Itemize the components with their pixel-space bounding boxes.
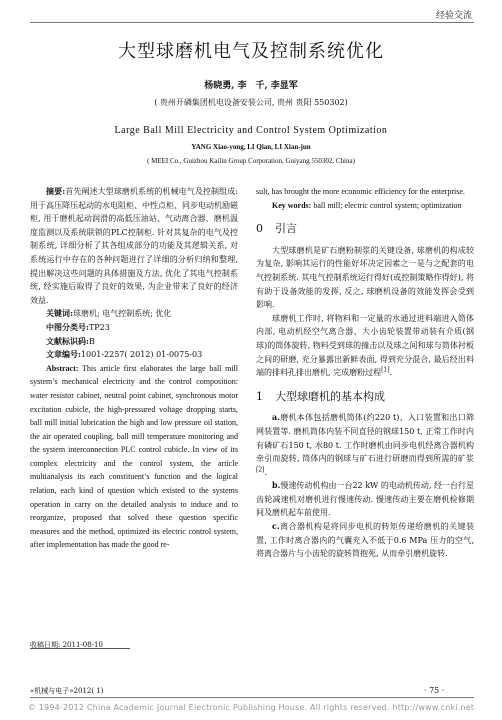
abstract-cn-label: 摘要:	[46, 186, 66, 196]
abstract-en	[30, 362, 238, 552]
footnote-rule	[30, 648, 130, 649]
section-1-number: 1	[256, 389, 263, 403]
section-1-item-a	[256, 411, 474, 479]
left-column	[30, 185, 238, 552]
section-0-paragraph-2	[256, 312, 474, 380]
affiliation: ( 贵州开磷集团机电设备安装公司, 贵州 贵阳 550302)	[154, 98, 348, 107]
citation-ref: [2]	[256, 466, 265, 474]
keywords-cn-text: 球磨机; 电气控制系统; 优化	[72, 309, 172, 319]
section-0-paragraph-2-end: .	[389, 368, 393, 378]
doc-code-text: B	[88, 336, 95, 346]
right-column	[256, 185, 474, 561]
abstract-en-continued: sult, has brought the more economic efficiency for the enterprise.	[256, 187, 465, 196]
page-number: · 75 ·	[424, 686, 445, 695]
article-number	[30, 348, 238, 362]
top-rule	[30, 22, 474, 23]
received-date: 收稿日期: 2011-08-10	[30, 641, 103, 649]
abstract-en-label: Abstract:	[46, 363, 79, 373]
section-1-heading	[256, 390, 474, 404]
section-0-paragraph-1: 大型球磨机是矿石磨粉制浆的关键设备, 球磨机的构成较为复杂, 影响其运行的性能好坏决定因素之一是与之配套的电气控制系统. 其电气控制系统运行得好(或控制策略作得好), 将有助于设备效能的发挥, 反之, 球磨机设备的效能发挥会受到影响.	[256, 245, 474, 310]
item-b-label: b.	[272, 480, 281, 491]
section-1-item-b	[256, 479, 474, 520]
item-b-text: 慢速传动机构由一台22 kW 的电动机传动, 经一台行星齿轮减速机对磨机进行慢速传动. 慢速传动主要在磨机检修期间及磨机起车前使用.	[256, 481, 474, 518]
english-title: Large Ball Mill Electricity and Control System Optimization	[114, 125, 388, 136]
journal-name: «机械与电子»2012( 1)	[30, 687, 104, 695]
keywords-en-label: Key words:	[272, 200, 312, 210]
doc-code	[30, 335, 238, 349]
english-affiliation: ( MEEI Co., Guizhou Kailin Group Corporation, Guiyang 550302, China)	[147, 157, 355, 165]
section-0-number: 0	[256, 222, 263, 236]
doc-code-label: 文献标识码:	[46, 335, 89, 346]
clc-text: TP23	[88, 322, 110, 332]
article-number-text: 1001-2257( 2012) 01-0075-03	[80, 350, 203, 360]
keywords-en	[256, 199, 474, 213]
citation-ref: [1]	[381, 366, 390, 374]
abstract-cn	[30, 185, 238, 307]
clc-label: 中图分类号:	[46, 321, 89, 332]
article-title: 大型球磨机电气及控制系统优化	[118, 41, 384, 62]
article-number-label: 文章编号:	[46, 349, 81, 360]
item-c-label: c.	[272, 521, 280, 532]
english-authors: YANG Xiao-yong, LI Qian, LI Xian-jun	[191, 143, 311, 151]
keywords-cn-label: 关键词:	[46, 308, 73, 319]
item-a-label: a.	[272, 412, 280, 423]
header-bar	[0, 0, 502, 19]
section-1-title: 大型球磨机的基本构成	[275, 389, 385, 403]
section-0-heading	[256, 222, 474, 236]
item-a-end: .	[264, 467, 268, 477]
clc	[30, 321, 238, 335]
abstract-cn-text: 首先阐述大型球磨机系统的机械电气及控制组成: 用于高压降压起动的水电阻柜、中性点柜、同步电动机励磁柜, 用于磨机起动润滑的高低压油站、气动离合器、磨机温度监测以及系统联锁的PLC控制柜. 针对其复杂的电气及控制系统, 详细分析了其各组成部分的功能及其逻辑关系, 对系统运行中存在的各种问题进行了详细的分析归纳和整理, 提出解决这些问题的具体措施及方法, 优化了其电气控制系统, 经实施后取得了良好的效果, 为企业带来了良好的经济效益.	[30, 187, 238, 305]
bottom-rule	[30, 697, 474, 698]
section-1-item-c	[256, 520, 474, 561]
section-0-title: 引言	[275, 222, 297, 236]
item-a-text: 磨机本体包括磨机筒体(约220 t)、入口装置和出口筛网装置等. 磨机筒体内装不同直径的钢球150 t, 正常工作时内有磷矿石150 t, 水80 t. 工作时磨机由同步电机经离合器机构牵引而旋转, 筒体内的钢球与矿石进行研磨而得到所需的矿浆	[256, 413, 474, 464]
item-c-text: 离合器机构是将同步电机的转矩传递给磨机的关键装置, 工作时离合器内的气囊充入不低于0.6 MPa 压力的空气, 将离合器片与小齿轮的旋转筒抱死, 从而牵引磨机旋转.	[256, 522, 474, 559]
section-tag: 经验交流	[435, 11, 472, 21]
keywords-en-text: ball mill; electric control system; optimization	[313, 200, 462, 210]
keywords-cn	[30, 307, 238, 321]
section-0-paragraph-2-text: 球磨机工作时, 将物料和一定量的水通过进料端进入筒体内部, 电动机经空气离合器、大小齿轮装置带动装有介质(钢球)的筒体旋转, 物料受到球的撞击以及球之间和球与筒体衬板之间的研磨, 充分暴露出新鲜表面, 得到充分混合, 最后经出料端的排料孔排出磨机, 完成磨粉过程	[256, 313, 474, 378]
abstract-en-text: This article first elaborates the large ball mill system’s mechanical electricity and the control composition: water resistor cabinet, neutral point cabinet, synchronous motor excitation cubicle, the high-pressured voltage dropping starts, ball mill initial lubrication the high and low pressure oil station, the air operated coupling, ball mill temperature monitoring and the system interconnection PLC control cubicle. In view of its complex electricity and the control system, the article multianalysis its each constituent’s function and the logical relation, each kind of question which existed to the systems operation in carry on the detailed analysis to induce and to reorganize, proposed that solved these question specific measures and the method, optimized its electric control system, after implementation has made the good re-	[30, 363, 239, 550]
copyright-notice: © 1994-2012 China Academic Journal Electronic Publishing House. All rights reserved. http://www.cnki.net	[27, 703, 475, 712]
authors: 杨晓勇, 李 千, 李显军	[204, 81, 298, 91]
